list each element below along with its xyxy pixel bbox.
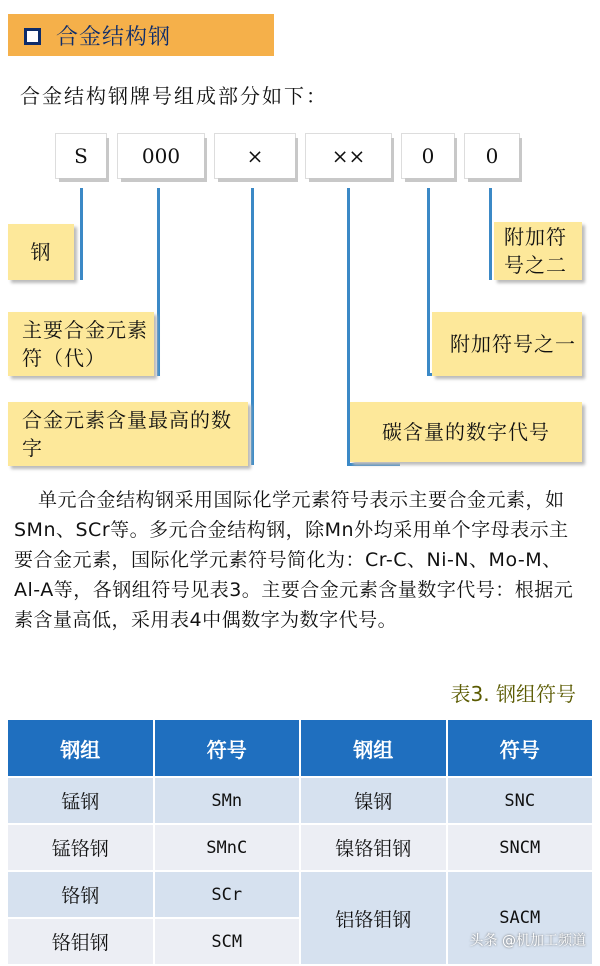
column-header: 符号	[447, 719, 594, 777]
table-cell: 铝铬钼钢	[300, 871, 447, 965]
table-cell: SMn	[154, 777, 301, 824]
label-main-element-symbol: 主要合金元素符（代）	[8, 312, 154, 376]
table-cell: SMnC	[154, 824, 301, 871]
table-cell: SCr	[154, 871, 301, 918]
label-highest-content-digits: 合金元素含量最高的数字	[8, 402, 248, 466]
table-cell: 铬钢	[7, 871, 154, 918]
square-bullet-icon	[24, 28, 41, 45]
connector-line	[157, 188, 160, 376]
steel-group-table	[6, 718, 594, 966]
table-cell: SNC	[447, 777, 594, 824]
connector-line	[489, 188, 492, 280]
code-part-digits: 000	[118, 134, 204, 178]
label-carbon-content: 碳含量的数字代号	[350, 402, 582, 462]
code-part-s: S	[56, 134, 106, 178]
table-cell: SACM	[447, 871, 594, 965]
table-cell: 铬钼钢	[7, 918, 154, 965]
table-cell: 锰铬钢	[7, 824, 154, 871]
label-steel: 钢	[8, 224, 74, 280]
connector-line	[347, 463, 400, 466]
body-paragraph: 单元合金结构钢采用国际化学元素符号表示主要合金元素，如SMn、SCr等。多元合金结构钢，除Mn外均采用单个字母表示主要合金元素，国际化学元素符号简化为：Cr-C、Ni-N、Mo-M、Al-A等，各钢组符号见表3。主要合金元素含量数字代号：根据元素含量高低，采用表4中偶数字为数字代号。	[14, 489, 574, 631]
table-row	[7, 824, 593, 871]
code-part-x: ×	[215, 134, 295, 178]
section-title: 合金结构钢	[56, 25, 172, 50]
column-header: 钢组	[300, 719, 447, 777]
table-cell: SCM	[154, 918, 301, 965]
table-header-row	[7, 719, 593, 777]
connector-line	[251, 188, 254, 465]
label-additional-symbol-1: 附加符号之一	[432, 312, 582, 376]
connector-line	[80, 188, 83, 280]
watermark: 头条 @机加工频道	[469, 933, 586, 949]
section-header	[8, 14, 274, 56]
code-part-zero-2: 0	[465, 134, 519, 178]
table-cell: SNCM	[447, 824, 594, 871]
code-part-zero-1: 0	[402, 134, 454, 178]
column-header: 符号	[154, 719, 301, 777]
table-caption: 表3. 钢组符号	[450, 682, 576, 706]
table-row	[7, 871, 593, 918]
label-additional-symbol-2: 附加符号之二	[494, 222, 582, 280]
table-cell: 锰钢	[7, 777, 154, 824]
column-header: 钢组	[7, 719, 154, 777]
intro-text: 合金结构钢牌号组成部分如下：	[20, 84, 328, 108]
code-part-xx: ××	[306, 134, 391, 178]
connector-line	[427, 188, 430, 376]
table-row	[7, 777, 593, 824]
table-cell: 镍钢	[300, 777, 447, 824]
table-cell: 镍铬钼钢	[300, 824, 447, 871]
